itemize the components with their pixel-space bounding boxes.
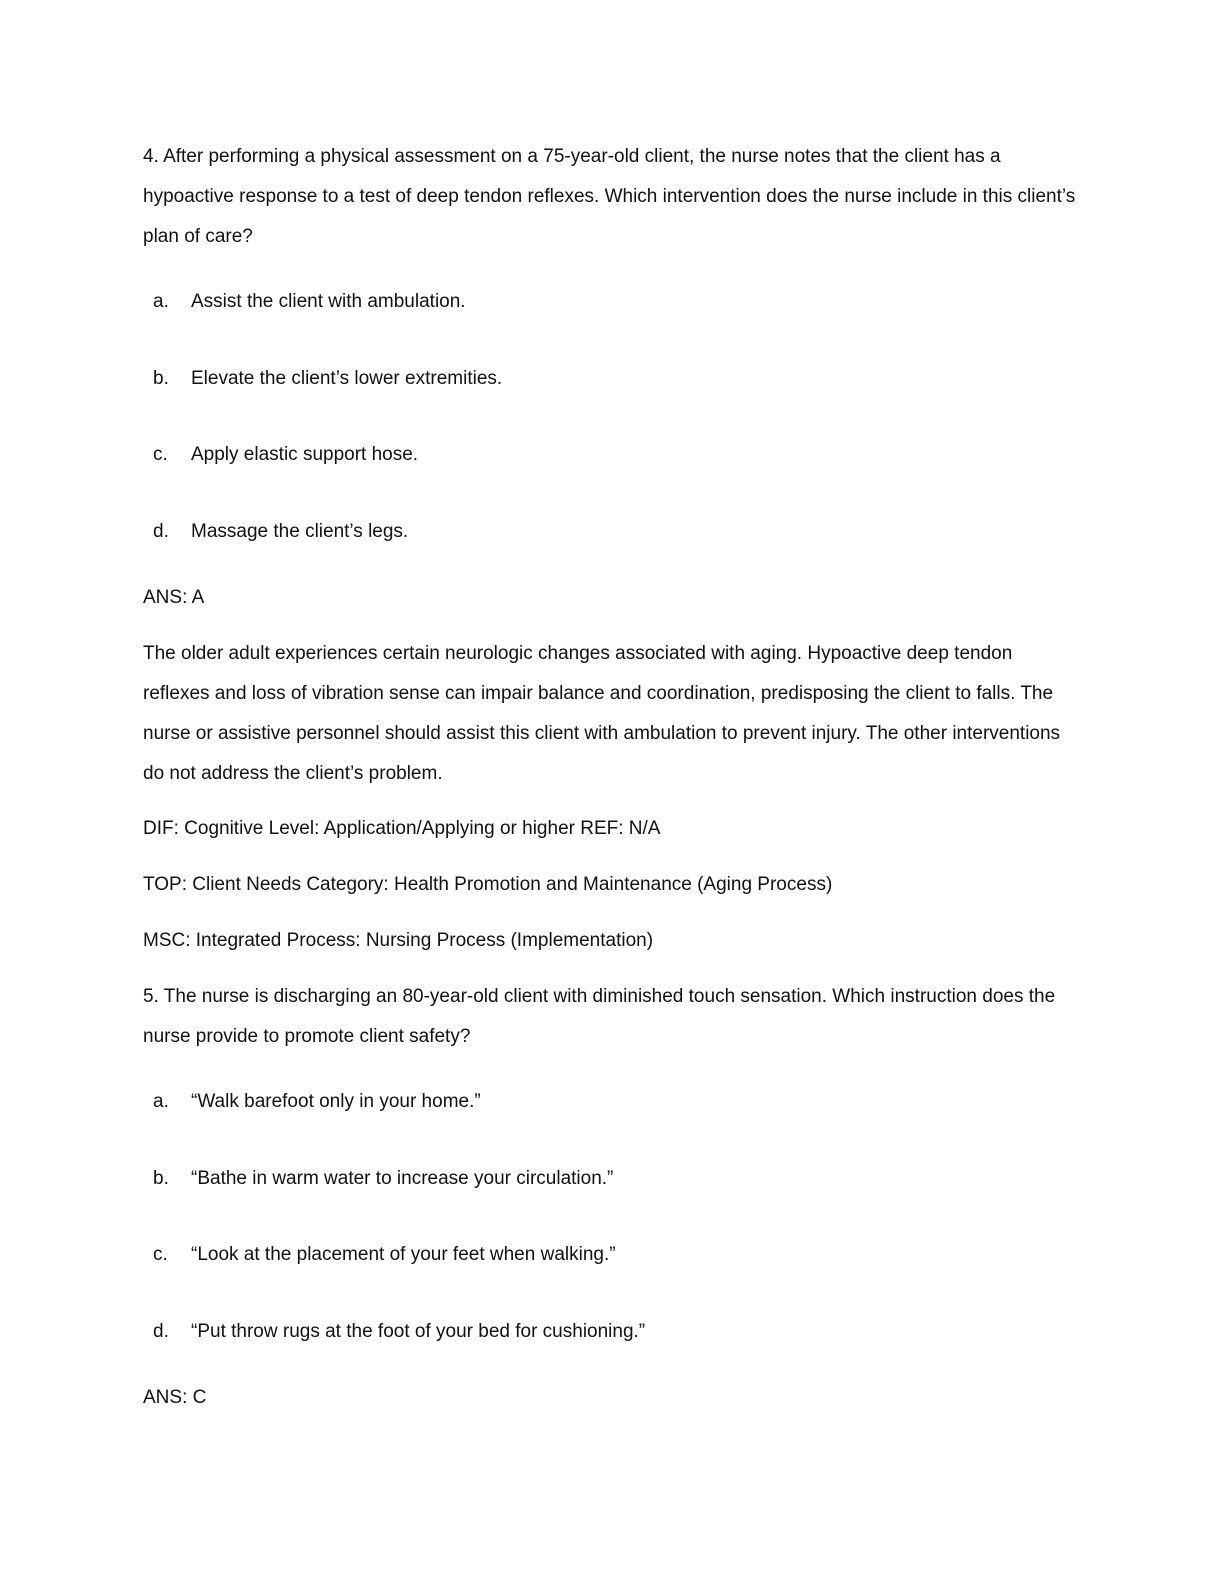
option-letter: a. [153,1091,169,1112]
option-text: Apply elastic support hose. [191,444,419,465]
option-letter: b. [153,368,169,389]
question-5-option-a [153,1089,1053,1115]
option-text: Elevate the client’s lower extremities. [191,368,503,389]
question-4-difficulty: DIF: Cognitive Level: Application/Applying or higher REF: N/A [143,818,661,839]
question-5-option-c [153,1242,1053,1268]
question-4-stem: 4. After performing a physical assessment on a 75-year-old client, the nurse notes that the client has a hypoactive response to a test of deep tendon reflexes. Which intervention does the nurse include in this client’s plan of care? [143,146,1076,247]
question-5-option-b [153,1166,1053,1192]
question-5-stem: 5. The nurse is discharging an 80-year-old client with diminished touch sensation. Which instruction does the nurse provide to promote client safety? [143,986,1056,1047]
option-letter: d. [153,1321,169,1342]
question-4-answer: ANS: A [143,587,205,608]
question-4-option-c [153,442,1053,468]
option-letter: c. [153,444,168,465]
option-text: “Walk barefoot only in your home.” [191,1091,481,1112]
option-text: “Put throw rugs at the foot of your bed for cushioning.” [191,1321,646,1342]
question-4-option-d [153,519,1053,545]
option-letter: b. [153,1168,169,1189]
option-text: Massage the client’s legs. [191,521,409,542]
question-4-rationale: The older adult experiences certain neurologic changes associated with aging. Hypoactive deep tendon reflexes and loss of vibration sense can impair balance and coordination, predisposing the client to falls. The nurse or assistive personnel should assist this client with ambulation to prevent injury. The other interventions do not address the client’s problem. [143,643,1061,784]
question-4-topic: TOP: Client Needs Category: Health Promotion and Maintenance (Aging Process) [143,874,833,895]
option-text: “Bathe in warm water to increase your circulation.” [191,1168,614,1189]
question-4-option-a [153,289,1053,315]
question-4-option-b [153,366,1053,392]
question-5-answer: ANS: C [143,1387,207,1408]
question-4-process: MSC: Integrated Process: Nursing Process (Implementation) [143,930,654,951]
option-text: Assist the client with ambulation. [191,291,466,312]
option-text: “Look at the placement of your feet when walking.” [191,1244,616,1265]
option-letter: d. [153,521,169,542]
option-letter: c. [153,1244,168,1265]
option-letter: a. [153,291,169,312]
question-5-option-d [153,1319,1053,1345]
